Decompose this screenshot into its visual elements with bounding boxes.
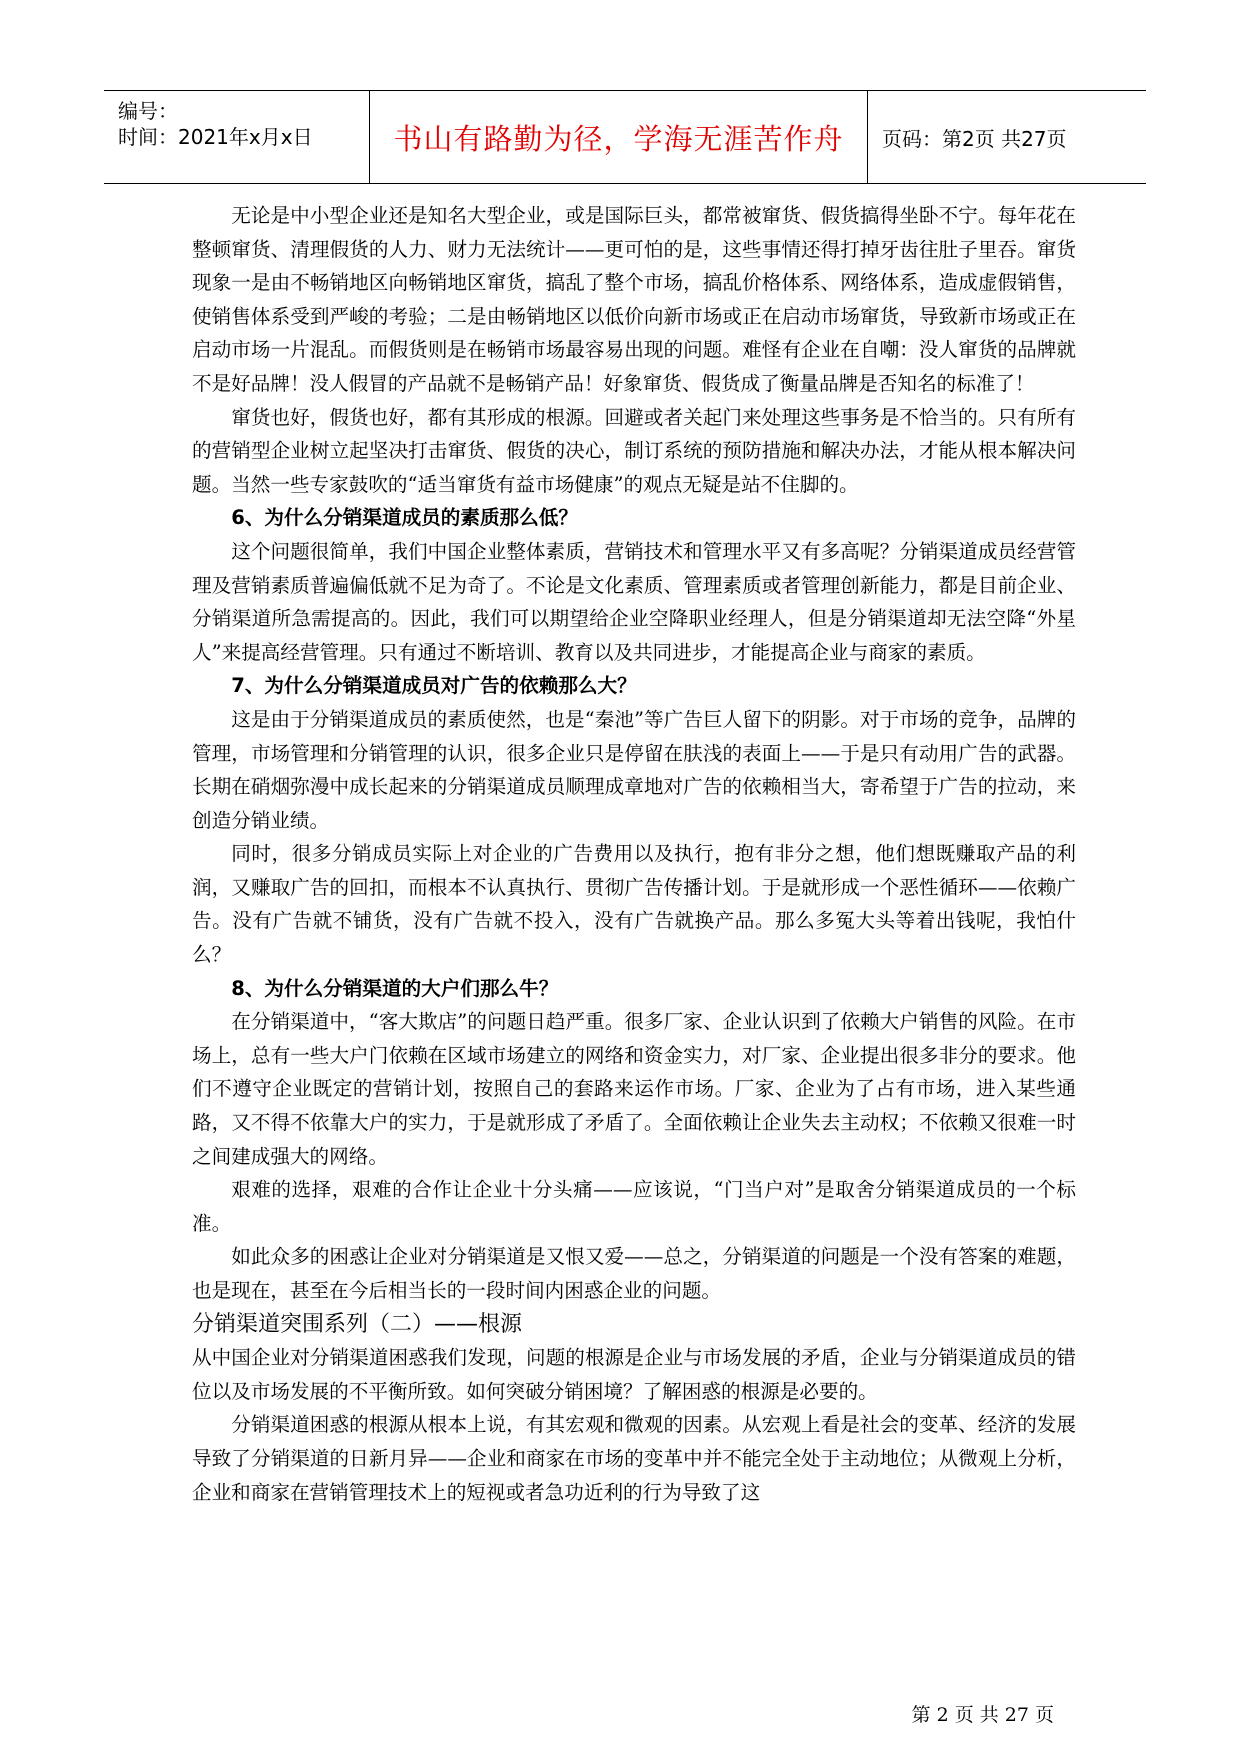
document-time: 时间：2021年x月x日 — [118, 125, 313, 149]
section-heading: 分销渠道突围系列（二）——根源 — [192, 1311, 523, 1337]
document-body — [192, 199, 1076, 1509]
header-right-cell — [868, 91, 1146, 183]
header-left-cell — [104, 91, 370, 183]
header-middle-cell — [370, 91, 868, 183]
header-table — [104, 90, 1146, 184]
page-footer: 第 2 页 共 27 页 — [911, 1704, 1054, 1726]
page-code: 页码：第2页 共27页 — [882, 126, 1067, 151]
paragraph: 这个问题很简单，我们中国企业整体素质，营销技术和管理水平又有多高呢？分销渠道成员经营管理及营销素质普遍偏低就不足为奇了。不论是文化素质、管理素质或者管理创新能力，都是目前企业、分销渠道所急需提高的。因此，我们可以期望给企业空降职业经理人，但是分销渠道却无法空降“外星人”来提高经营管理。只有通过不断培训、教育以及共同进步，才能提高企业与商家的素质。 — [192, 539, 1076, 664]
paragraph: 这是由于分销渠道成员的素质使然，也是“秦池”等广告巨人留下的阴影。对于市场的竞争，品牌的管理，市场管理和分销管理的认识，很多企业只是停留在肤浅的表面上——于是只有动用广告的武器。长期在硝烟弥漫中成长起来的分销渠道成员顺理成章地对广告的依赖相当大，寄希望于广告的拉动，来创造分销业绩。 — [192, 707, 1076, 832]
question-heading: 8、为什么分销渠道的大户们那么牛？ — [231, 976, 559, 1000]
paragraph: 在分销渠道中，“客大欺店”的问题日趋严重。很多厂家、企业认识到了依赖大户销售的风险。在市场上，总有一些大户门依赖在区域市场建立的网络和资金实力，对厂家、企业提出很多非分的要求。他们不遵守企业既定的营销计划，按照自己的套路来运作市场。厂家、企业为了占有市场，进入某些通路，又不得不依靠大户的实力，于是就形成了矛盾了。全面依赖让企业失去主动权；不依赖又很难一时之间建成强大的网络。 — [192, 1010, 1076, 1168]
header-motto: 书山有路勤为径，学海无涯苦作舟 — [393, 121, 844, 156]
document-number-label: 编号： — [118, 99, 178, 123]
paragraph: 如此众多的困惑让企业对分销渠道是又恨又爱——总之，分销渠道的问题是一个没有答案的难题，也是现在，甚至在今后相当长的一段时间内困惑企业的问题。 — [192, 1245, 1076, 1302]
question-heading: 7、为什么分销渠道成员对广告的依赖那么大？ — [231, 674, 637, 698]
paragraph: 分销渠道困惑的根源从根本上说，有其宏观和微观的因素。从宏观上看是社会的变革、经济的发展导致了分销渠道的日新月异——企业和商家在市场的变革中并不能完全处于主动地位；从微观上分析，企业和商家在营销管理技术上的短视或者急功近利的行为导致了这 — [192, 1413, 1076, 1504]
paragraph: 窜货也好，假货也好，都有其形成的根源。回避或者关起门来处理这些事务是不恰当的。只有所有的营销型企业树立起坚决打击窜货、假货的决心，制订系统的预防措施和解决办法，才能从根本解决问题。当然一些专家鼓吹的“适当窜货有益市场健康”的观点无疑是站不住脚的。 — [192, 405, 1076, 496]
paragraph: 同时，很多分销成员实际上对企业的广告费用以及执行，抱有非分之想，他们想既赚取产品的利润，又赚取广告的回扣，而根本不认真执行、贯彻广告传播计划。于是就形成一个恶性循环——依赖广告。没有广告就不铺货，没有广告就不投入，没有广告就换产品。那么多冤大头等着出钱呢，我怕什么？ — [192, 842, 1076, 967]
paragraph: 从中国企业对分销渠道困惑我们发现，问题的根源是企业与市场发展的矛盾，企业与分销渠道成员的错位以及市场发展的不平衡所致。如何突破分销困境？了解困惑的根源是必要的。 — [192, 1346, 1076, 1403]
question-heading: 6、为什么分销渠道成员的素质那么低？ — [231, 506, 578, 530]
paragraph: 无论是中小型企业还是知名大型企业，或是国际巨头，都常被窜货、假货搞得坐卧不宁。每年花在整顿窜货、清理假货的人力、财力无法统计——更可怕的是，这些事情还得打掉牙齿往肚子里吞。窜货现象一是由不畅销地区向畅销地区窜货，搞乱了整个市场，搞乱价格体系、网络体系，造成虚假销售，使销售体系受到严峻的考验；二是由畅销地区以低价向新市场或正在启动市场窜货，导致新市场或正在启动市场一片混乱。而假货则是在畅销市场最容易出现的问题。难怪有企业在自嘲：没人窜货的品牌就不是好品牌！没人假冒的产品就不是畅销产品！好象窜货、假货成了衡量品牌是否知名的标准了！ — [192, 204, 1076, 395]
paragraph: 艰难的选择，艰难的合作让企业十分头痛——应该说，“门当户对”是取舍分销渠道成员的一个标准。 — [192, 1178, 1076, 1235]
